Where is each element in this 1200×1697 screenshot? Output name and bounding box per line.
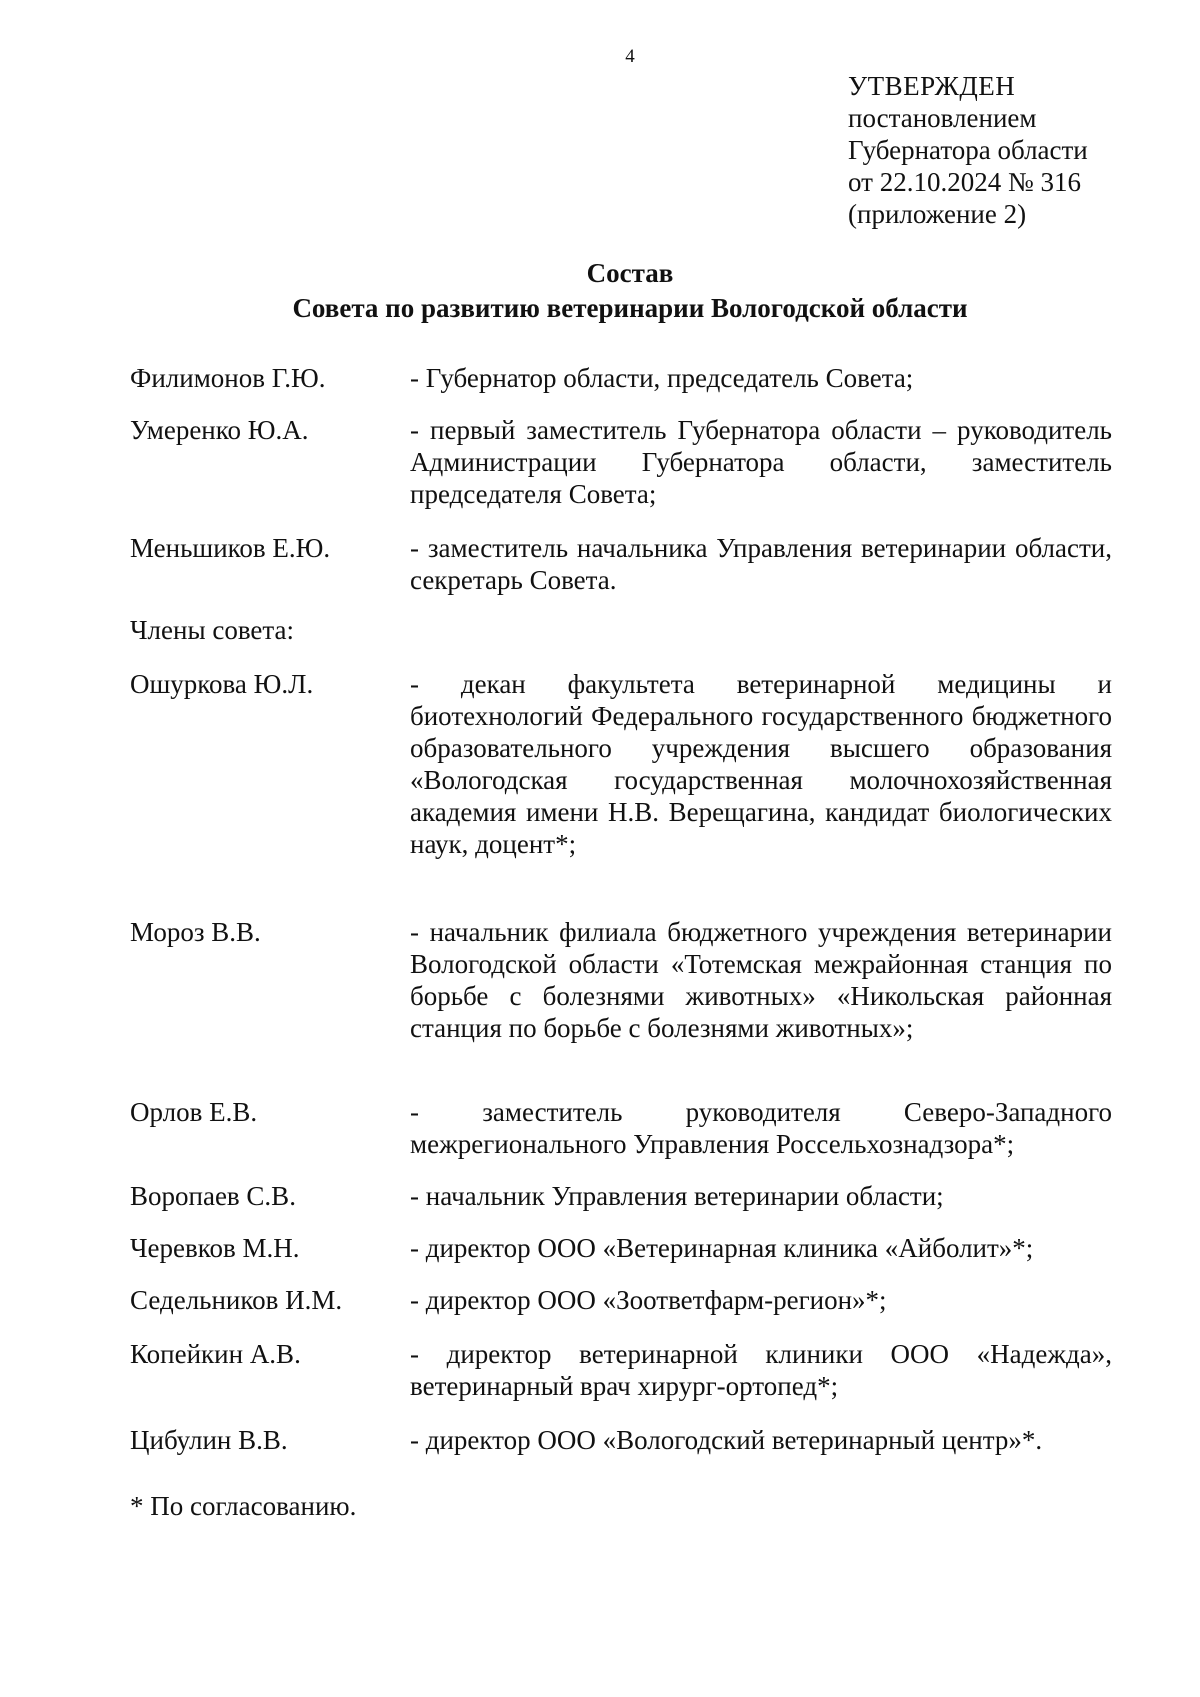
member-role: - директор ветеринарной клиники ООО «Надежда», ветеринарный врач хирург-ортопед*; xyxy=(410,1339,1112,1401)
page-number: 4 xyxy=(625,46,635,67)
approval-stamp: УТВЕРЖДЕН xyxy=(848,71,1016,101)
title-line: Состав xyxy=(586,258,674,288)
title-line: Совета по развитию ветеринарии Вологодской области xyxy=(292,293,968,323)
council-member-row xyxy=(130,1338,1112,1402)
member-role: - первый заместитель Губернатора области – руководитель Администрации Губернатора области, заместитель председателя Совета; xyxy=(410,415,1112,509)
member-role: - декан факультета ветеринарной медицины и биотехнологий Федерального государственного бюджетного образовательного учреждения высшего образования «Вологодская государственная молочнохозяйственная академия имени Н.В. Верещагина, кандидат биологических наук, доцент*; xyxy=(410,669,1112,859)
council-member-row xyxy=(130,668,1112,860)
member-name: Копейкин А.В. xyxy=(130,1339,301,1369)
member-name: Меньшиков Е.Ю. xyxy=(130,533,331,563)
member-role: - директор ООО «Ветеринарная клиника «Айболит»*; xyxy=(410,1233,1034,1263)
member-role: - заместитель начальника Управления ветеринарии области, секретарь Совета. xyxy=(410,533,1112,595)
member-name: Филимонов Г.Ю. xyxy=(130,363,326,393)
council-member-row xyxy=(130,1096,1112,1160)
council-member-row xyxy=(130,1284,1112,1316)
member-role: - директор ООО «Зоответфарм-регион»*; xyxy=(410,1285,887,1315)
member-name: Черевков М.Н. xyxy=(130,1233,300,1263)
approval-line: постановлением xyxy=(848,103,1037,133)
council-member-row xyxy=(130,362,1112,394)
member-role: - заместитель руководителя Северо-Западного межрегионального Управления Россельхознадзора*; xyxy=(410,1097,1112,1159)
members-heading: Члены совета: xyxy=(130,615,295,645)
member-name: Седельников И.М. xyxy=(130,1285,343,1315)
council-member-row xyxy=(130,1232,1112,1264)
council-member-row xyxy=(130,1424,1112,1456)
council-member-row xyxy=(130,1180,1112,1212)
council-member-row xyxy=(130,414,1112,510)
approval-line: от 22.10.2024 № 316 xyxy=(848,167,1081,197)
member-role: - начальник Управления ветеринарии области; xyxy=(410,1181,944,1211)
approval-line: Губернатора области xyxy=(848,135,1088,165)
approval-line: (приложение 2) xyxy=(848,199,1027,229)
document-title xyxy=(0,256,1200,326)
council-member-row xyxy=(130,532,1112,596)
member-role: - начальник филиала бюджетного учреждения ветеринарии Вологодской области «Тотемская межрайонная станция по борьбе с болезнями животных» «Никольская районная станция по борьбе с болезнями животных»; xyxy=(410,917,1112,1043)
approval-block xyxy=(848,70,1088,230)
member-name: Воропаев С.В. xyxy=(130,1181,296,1211)
footnote: * По согласованию. xyxy=(130,1491,357,1521)
member-role: - директор ООО «Вологодский ветеринарный центр»*. xyxy=(410,1425,1043,1455)
member-name: Орлов Е.В. xyxy=(130,1097,258,1127)
member-role: - Губернатор области, председатель Совета; xyxy=(410,363,914,393)
council-member-row xyxy=(130,916,1112,1044)
member-name: Цибулин В.В. xyxy=(130,1425,288,1455)
member-name: Мороз В.В. xyxy=(130,917,261,947)
member-name: Ошуркова Ю.Л. xyxy=(130,669,314,699)
member-name: Умеренко Ю.А. xyxy=(130,415,309,445)
